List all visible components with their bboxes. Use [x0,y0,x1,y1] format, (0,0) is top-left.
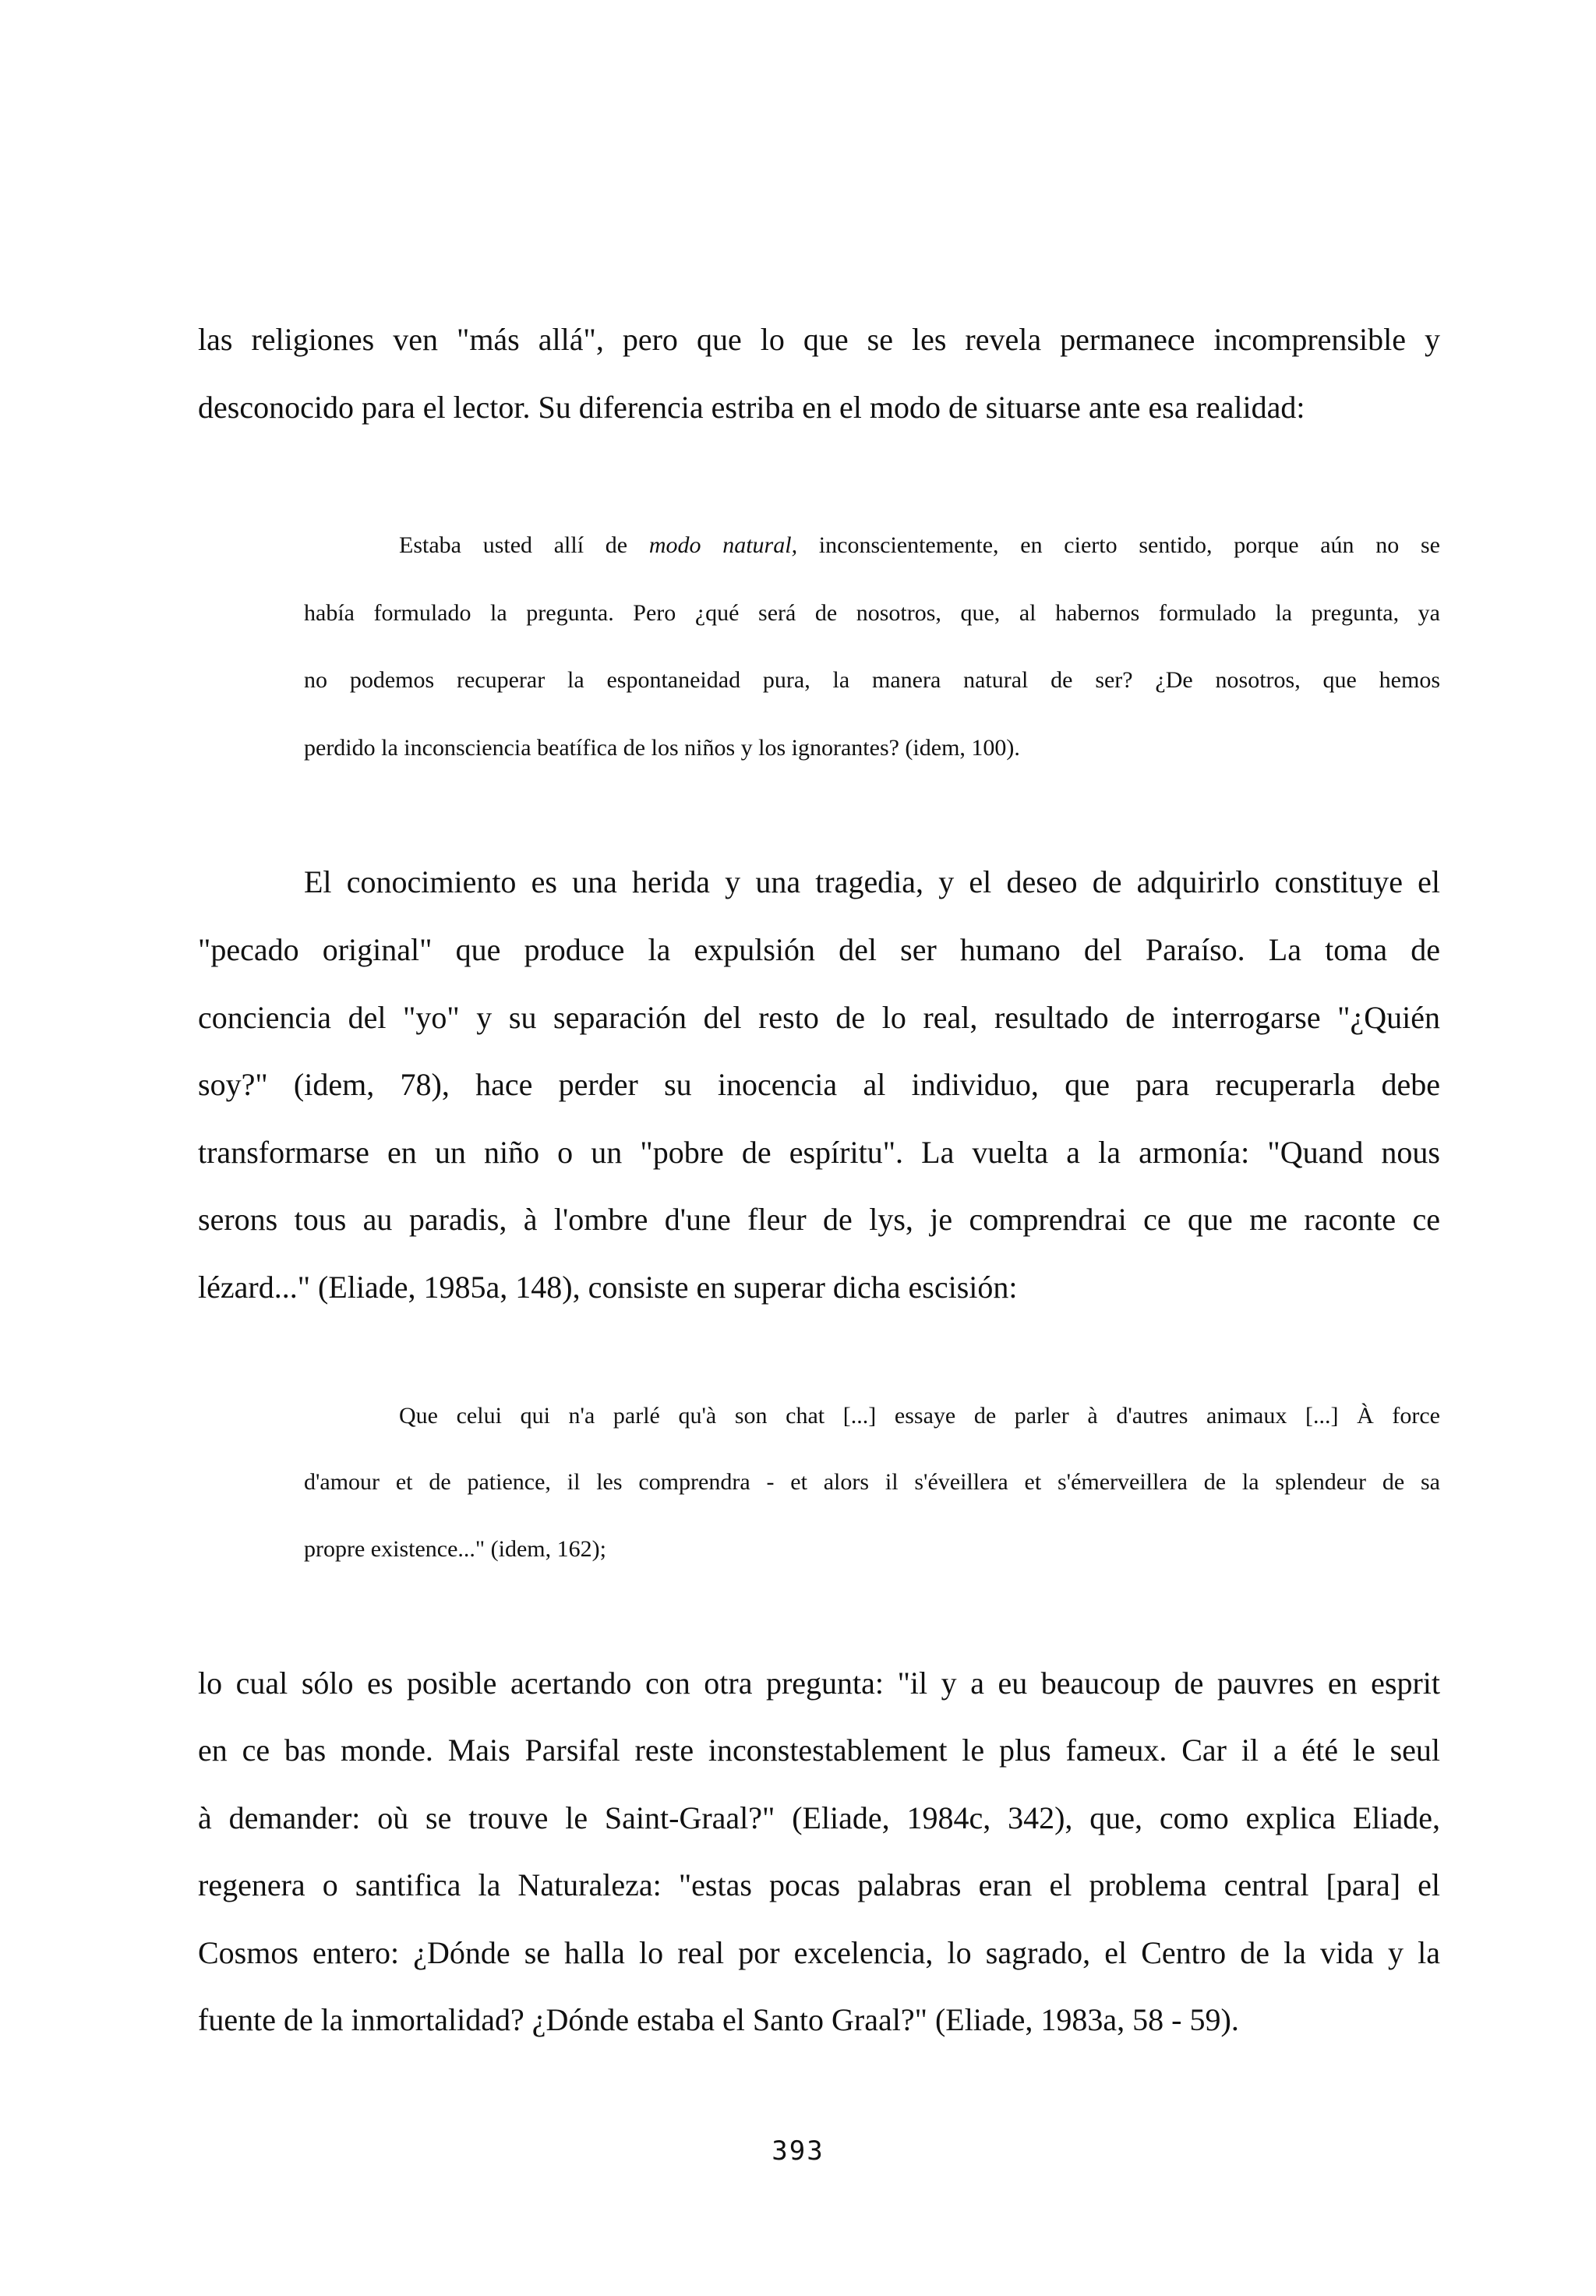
paragraph-line: en ce bas monde. Mais Parsifal reste inconstestablement le plus fameux. Car il a été le seul [198,1733,1440,1768]
paragraph-line: las religiones ven "más allá", pero que lo que se les revela permanece incomprensible y [198,322,1440,357]
paragraph-line: lo cual sólo es posible acertando con otra pregunta: "il y a eu beaucoup de pauvres en esprit [198,1665,1440,1701]
paragraph-line: desconocido para el lector. Su diferencia estriba en el modo de situarse ante esa realidad: [198,390,1305,425]
quote-text: Estaba usted allí de [399,532,649,558]
paragraph-line: à demander: où se trouve le Saint-Graal?" (Eliade, 1984c, 342), que, como explica Eliade, [198,1800,1440,1835]
quote-line: d'amour et de patience, il les comprendra - et alors il s'éveillera et s'émerveillera de la splendeur de sa [304,1469,1440,1495]
paragraph-line: "pecado original" que produce la expulsión del ser humano del Paraíso. La toma de [198,932,1440,967]
paragraph-line: lézard..." (Eliade, 1985a, 148), consiste en superar dicha escisión: [198,1270,1018,1305]
paragraph-line: regenera o santifica la Naturaleza: "estas pocas palabras eran el problema central [para] el [198,1867,1440,1902]
quote-line: no podemos recuperar la espontaneidad pura, la manera natural de ser? ¿De nosotros, que hemos [304,667,1440,693]
paragraph-line: El conocimiento es una herida y una tragedia, y el deseo de adquirirlo constituye el [304,864,1440,899]
quote-line: perdido la inconsciencia beatífica de los niños y los ignorantes? (idem, 100). [304,735,1020,761]
paragraph-line: transformarse en un niño o un "pobre de espíritu". La vuelta a la armonía: "Quand nous [198,1135,1440,1170]
paragraph-line: fuente de la inmortalidad? ¿Dónde estaba el Santo Graal?" (Eliade, 1983a, 58 - 59). [198,2002,1239,2037]
paragraph-line: serons tous au paradis, à l'ombre d'une fleur de lys, je comprendrai ce que me raconte ce [198,1202,1440,1237]
quote-line: había formulado la pregunta. Pero ¿qué será de nosotros, que, al habernos formulado la pregunta, ya [304,600,1440,626]
quote-line [399,532,1440,559]
quote-text: inconscientemente, en cierto sentido, porque aún no se [797,532,1440,558]
quote-line: propre existence..." (idem, 162); [304,1536,606,1562]
paragraph-line: soy?" (idem, 78), hace perder su inocencia al individuo, que para recuperarla debe [198,1067,1440,1102]
paragraph-line: Cosmos entero: ¿Dónde se halla lo real por excelencia, lo sagrado, el Centro de la vida y la [198,1935,1440,1970]
page-number: 393 [772,2135,824,2167]
quote-line: Que celui qui n'a parlé qu'à son chat [...] essaye de parler à d'autres animaux [...] À force [399,1403,1440,1429]
quote-italic-text: modo natural, [648,532,798,558]
paragraph-line: conciencia del "yo" y su separación del resto de lo real, resultado de interrogarse "¿Quién [198,1000,1440,1035]
